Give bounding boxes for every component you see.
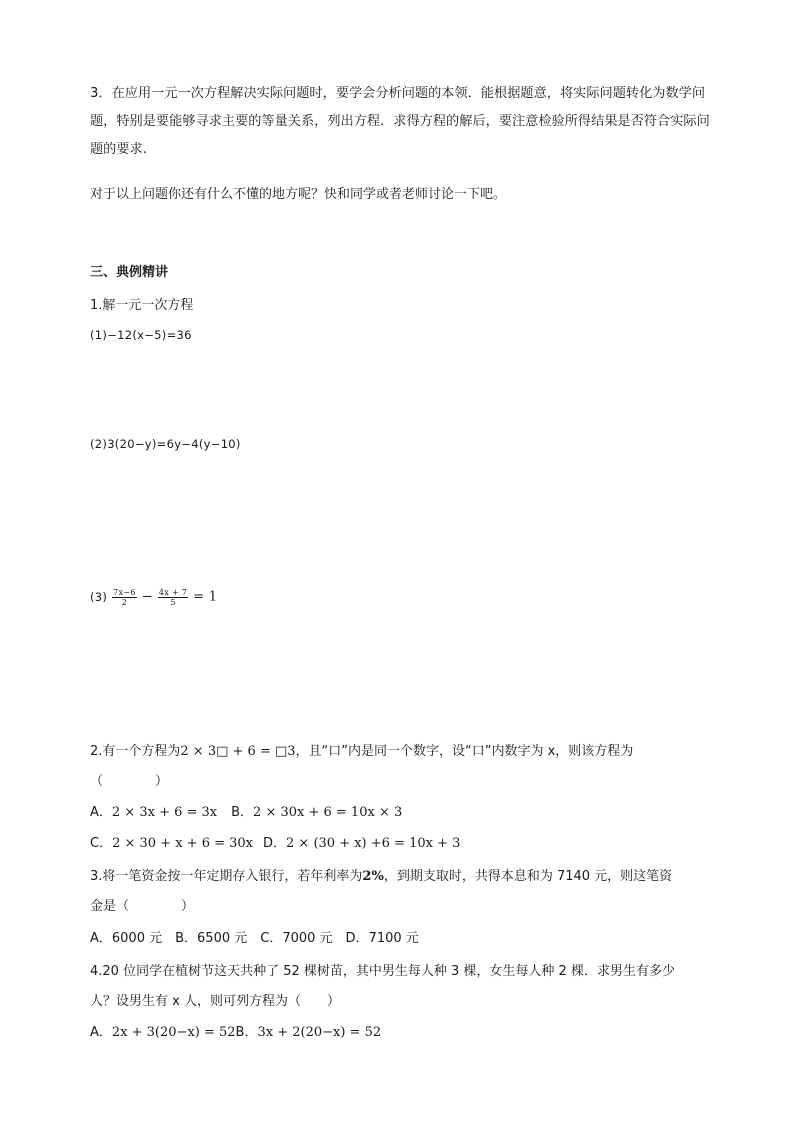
fraction-2-denominator: 5: [170, 598, 176, 607]
fraction-1-numerator: 7x−6: [113, 588, 136, 597]
question-2-stem-a: 2.有一个方程为: [90, 744, 181, 759]
option-d: 2 × (30 + x) +6 = 10x + 3: [286, 836, 461, 851]
option-b-label: B．: [231, 805, 254, 820]
question-3-line-2: 金是（ ）: [90, 899, 195, 914]
interest-rate: 2%: [362, 869, 384, 884]
option-a-label: A．: [90, 805, 112, 820]
equation-3-label: (3): [90, 590, 108, 604]
fraction-1-denominator: 2: [121, 598, 128, 607]
option-c-label: C．: [90, 836, 113, 851]
equation-1: (1)−12(x−5)=36: [90, 328, 192, 342]
question-4-line-2: 人？设男生有 x 人，则可列方程为（ ）: [90, 994, 340, 1009]
question-2-answer-blank: （ ）: [90, 774, 169, 789]
section-heading: 三、典例精讲: [90, 265, 169, 280]
question-3-stem: [90, 867, 672, 887]
discussion-prompt: 对于以上问题你还有什么不懂的地方呢？快和同学或者老师讨论一下吧。: [90, 187, 507, 202]
equation-2: (2)3(20−y)=6y−4(y−10): [90, 437, 241, 451]
q4-option-a: 2x + 3(20−x) = 52: [111, 1025, 236, 1040]
question-2-options-cd: [90, 834, 460, 854]
equation-3-rhs: = 1: [193, 589, 218, 605]
equation-3: [90, 588, 217, 607]
fraction-2: [158, 588, 188, 607]
question-2-options-ab: [90, 803, 402, 823]
q4-option-b: 3x + 2(20−x) = 52: [257, 1025, 382, 1040]
question-4-line-1: 4.20 位同学在植树节这天共种了 52 棵树苗，其中男生每人种 3 棵，女生每人种 2 棵．求男生有多少: [90, 964, 675, 979]
q4-option-b-label: B．: [235, 1025, 258, 1040]
question-2-equation: 2 × 3□ + 6 = □3: [180, 744, 296, 759]
q4-option-a-label: A．: [90, 1025, 112, 1040]
question-3-stem-b: ，到期支取时，共得本息和为 7140 元，则这笔资: [383, 869, 673, 884]
question-2-stem: [90, 742, 633, 762]
option-c: 2 × 30 + x + 6 = 30x: [112, 836, 253, 851]
option-a: 2 × 3x + 6 = 3x: [111, 805, 218, 820]
equation-3-minus: −: [141, 589, 153, 605]
summary-point-3: 3．在应用一元一次方程解决实际问题时，要学会分析问题的本领．能根据题意，将实际问题转化为数学问题，特别是要能够寻求主要的等量关系，列出方程．求得方程的解后，要注意检验所得结果是否符合实际问题的要求.: [90, 86, 710, 157]
question-3-options: A．6000 元 B．6500 元 C．7000 元 D．7100 元: [90, 931, 419, 946]
question-4-options: [90, 1023, 381, 1043]
question-1-title: 1.解一元一次方程: [90, 298, 194, 313]
question-3-stem-a: 3.将一笔资金按一年定期存入银行，若年利率为: [90, 869, 363, 884]
option-d-label: D．: [263, 836, 287, 851]
option-b: 2 × 30x + 6 = 10x × 3: [253, 805, 403, 820]
fraction-1: [112, 588, 137, 607]
fraction-2-numerator: 4x + 7: [158, 588, 188, 597]
question-2-stem-b: ，且“口”内是同一个数字，设“口”内数字为 x，则该方程为: [295, 744, 634, 759]
